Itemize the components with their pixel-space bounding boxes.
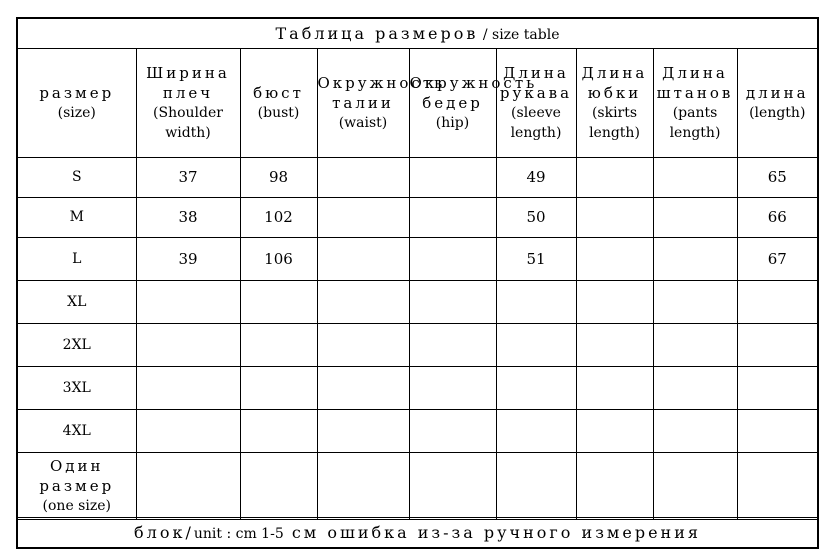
table-row [18,157,817,197]
bust-cell: 98 [240,157,317,197]
waist-cell [317,157,409,197]
size-cell: XL [18,280,136,323]
length-cell: 67 [737,237,817,280]
col-header-size: размер (size) [18,49,136,157]
size-cell: 4XL [18,409,136,452]
pants-cell [653,197,737,237]
skirt-cell [576,452,653,519]
bust-cell: 106 [240,237,317,280]
sleeve-cell: 51 [496,237,576,280]
skirt-cell [576,237,653,280]
pants-cell [653,452,737,519]
table-row [18,280,817,323]
sleeve-cell [496,409,576,452]
waist-cell [317,323,409,366]
shoulder-cell: 39 [136,237,240,280]
hip-cell [409,323,496,366]
hip-cell [409,237,496,280]
hip-cell [409,366,496,409]
skirt-cell [576,366,653,409]
col-header-length: длина (length) [737,49,817,157]
length-cell [737,280,817,323]
title-en: size table [492,27,560,43]
size-table [18,49,817,520]
shoulder-cell [136,280,240,323]
shoulder-cell: 37 [136,157,240,197]
sleeve-cell [496,452,576,519]
shoulder-cell: 38 [136,197,240,237]
bust-cell: 102 [240,197,317,237]
bust-cell [240,452,317,519]
hip-cell [409,452,496,519]
waist-cell [317,452,409,519]
waist-cell [317,237,409,280]
length-cell [737,452,817,519]
sleeve-cell [496,366,576,409]
table-row [18,366,817,409]
bust-cell [240,409,317,452]
unit-note [18,517,817,547]
pants-cell [653,366,737,409]
title-separator: / [478,27,493,43]
skirt-cell [576,323,653,366]
size-table-frame [16,17,819,549]
length-cell: 65 [737,157,817,197]
length-cell: 66 [737,197,817,237]
pants-cell [653,409,737,452]
table-row [18,323,817,366]
waist-cell [317,197,409,237]
col-header-hip: Окружность бедер (hip) [409,49,496,157]
one-size-row [18,452,817,519]
length-cell [737,323,817,366]
bust-cell [240,280,317,323]
unit-note-text: см ошибка из-за ручного измерения [283,523,701,542]
waist-cell [317,409,409,452]
shoulder-cell [136,323,240,366]
sleeve-cell [496,280,576,323]
pants-cell [653,157,737,197]
bust-cell [240,366,317,409]
col-header-waist: Окружность талии (waist) [317,49,409,157]
table-row [18,237,817,280]
hip-cell [409,157,496,197]
pants-cell [653,280,737,323]
sleeve-cell: 49 [496,157,576,197]
shoulder-cell [136,409,240,452]
hip-cell [409,197,496,237]
one-size-cell: Один размер (one size) [18,452,136,519]
unit-note-prefix: блок/ [134,523,194,542]
size-cell: L [18,237,136,280]
bust-cell [240,323,317,366]
header-row [18,49,817,157]
size-cell: 3XL [18,366,136,409]
pants-cell [653,237,737,280]
size-cell: M [18,197,136,237]
table-row [18,197,817,237]
length-cell [737,366,817,409]
table-title [18,19,817,49]
unit-note-unit: unit : cm 1-5 [193,526,284,542]
length-cell [737,409,817,452]
size-cell: 2XL [18,323,136,366]
col-header-pants: Длина штанов (pants length) [653,49,737,157]
size-cell: S [18,157,136,197]
col-header-sleeve: Длина рукава (sleeve length) [496,49,576,157]
hip-cell [409,280,496,323]
sleeve-cell [496,323,576,366]
skirt-cell [576,197,653,237]
col-header-shoulder: Ширина плеч (Shoulder width) [136,49,240,157]
shoulder-cell [136,452,240,519]
col-header-bust: бюст (bust) [240,49,317,157]
pants-cell [653,323,737,366]
waist-cell [317,280,409,323]
waist-cell [317,366,409,409]
hip-cell [409,409,496,452]
col-header-skirt: Длина юбки (skirts length) [576,49,653,157]
title-ru: Таблица размеров [275,24,479,43]
skirt-cell [576,280,653,323]
table-row [18,409,817,452]
skirt-cell [576,157,653,197]
skirt-cell [576,409,653,452]
sleeve-cell: 50 [496,197,576,237]
shoulder-cell [136,366,240,409]
